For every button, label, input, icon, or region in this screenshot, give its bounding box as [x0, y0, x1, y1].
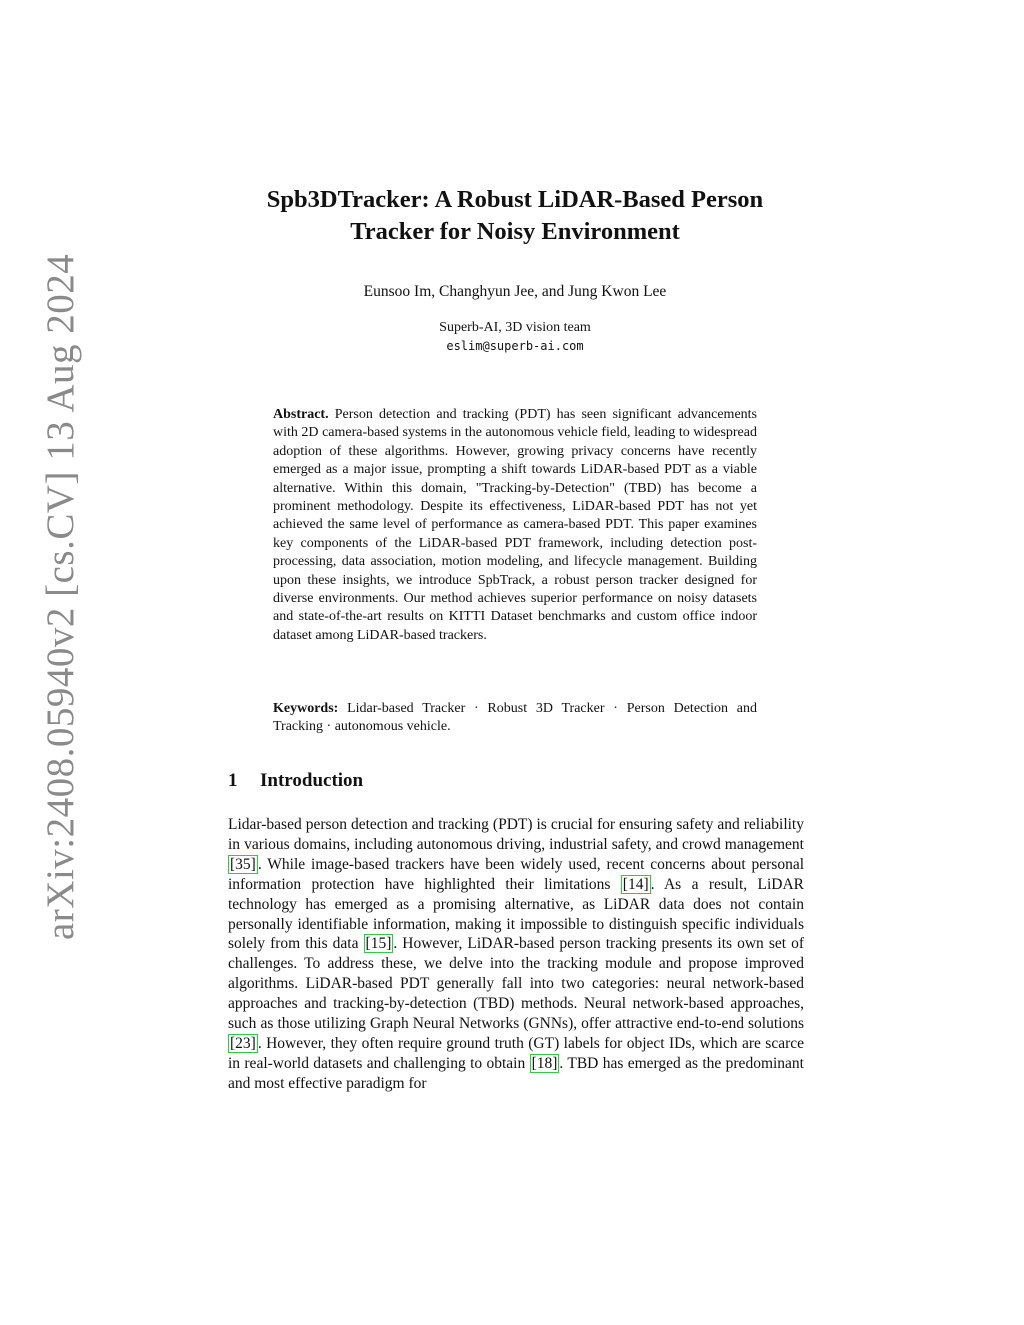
citation-link[interactable]: [35]: [230, 855, 256, 873]
section-heading: [228, 770, 804, 792]
title-line-2: Tracker for Noisy Environment: [350, 218, 680, 245]
abstract-label: Abstract.: [273, 407, 329, 422]
keywords-text: Lidar-based Tracker · Robust 3D Tracker · Person Detection and Tracking · autonomous vehicle.: [273, 701, 758, 735]
intro-text-2: . While image-based trackers have been widely used, recent concerns about personal information protection have highlighted their limitations: [228, 855, 804, 893]
intro-text-5: . However, they often require ground truth (GT) labels for object IDs, which are scarce in real-world datasets and challenging to obtain: [228, 1034, 804, 1072]
citation-link[interactable]: [18]: [531, 1054, 558, 1072]
abstract: [273, 406, 757, 645]
arxiv-identifier: arXiv:2408.05940v2 [cs.CV] 13 Aug 2024: [39, 253, 82, 940]
email-link[interactable]: eslim@superb-ai.com: [446, 339, 584, 353]
abstract-text: Person detection and tracking (PDT) has seen significant advancements with 2D camera-based systems in the autonomous vehicle field, leading to widespread adoption of these algorithms. However, growing privacy concerns have recently emerged as a major issue, prompting a shift towards LiDAR-based PDT as a viable alternative. Within this domain, "Tracking-by-Detection" (TBD) has become a prominent methodology. Despite its effectiveness, LiDAR-based PDT has not yet achieved the same level of performance as camera-based PDT. This paper examines key components of the LiDAR-based PDT framework, including detection post-processing, data association, motion modeling, and lifecycle management. Building upon these insights, we introduce SpbTrack, a robust person tracker designed for diverse environments. Our method achieves superior performance on noisy datasets and state-of-the-art results on KITTI Dataset benchmarks and custom office indoor dataset among LiDAR-based trackers.: [273, 407, 757, 643]
section-number: 1: [228, 770, 238, 791]
affiliation: Superb-AI, 3D vision team: [439, 320, 591, 335]
affiliation-block: [200, 318, 830, 356]
paper-title: [200, 184, 830, 248]
citation-link[interactable]: [15]: [365, 935, 392, 953]
intro-text-1: Lidar-based person detection and tracking (PDT) is crucial for ensuring safety and reliability in various domains, including autonomous driving, industrial safety, and crowd management: [228, 816, 804, 853]
intro-text-3: . As a result, LiDAR technology has emerged as a promising alternative, as LiDAR data does not contain personally identifiable information, making it impossible to distinguish specific individuals solely from this data: [228, 875, 805, 953]
keywords-label: Keywords:: [273, 701, 339, 716]
keywords: [273, 700, 757, 737]
citation-link[interactable]: [14]: [622, 875, 649, 893]
section-title: Introduction: [260, 770, 364, 791]
intro-text-6: . TBD has emerged as the predominant and most effective paradigm for: [228, 1054, 804, 1092]
author-list: Eunsoo Im, Changhyun Jee, and Jung Kwon Lee: [363, 283, 667, 300]
title-line-1: Spb3DTracker: A Robust LiDAR-Based Person: [266, 186, 764, 213]
introduction-paragraph: [228, 815, 804, 1094]
intro-text-4: . However, LiDAR-based person tracking presents its own set of challenges. To address these, we delve into the tracking module and propose improved algorithms. LiDAR-based PDT generally fall into two categories: neural network-based approaches and tracking-by-detection (TBD) methods. Neural network-based approaches, such as those utilizing Graph Neural Networks (GNNs), offer attractive end-to-end solutions: [228, 935, 804, 1033]
citation-link[interactable]: [23]: [230, 1034, 256, 1052]
